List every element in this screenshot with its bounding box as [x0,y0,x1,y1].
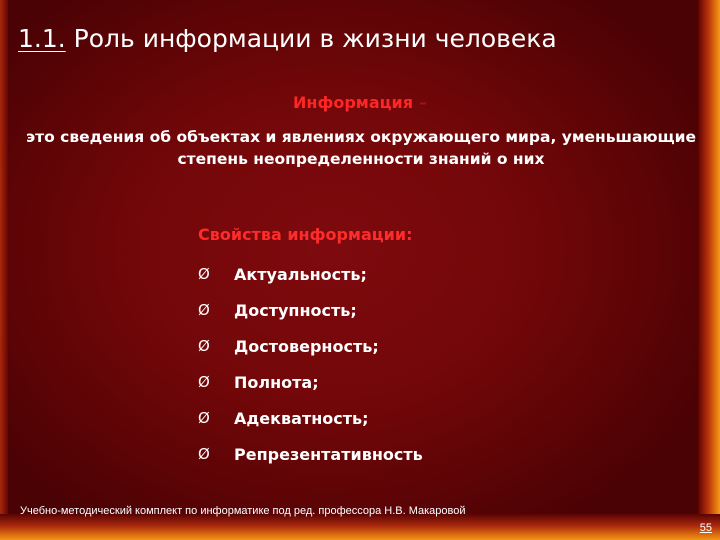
definition-text: это сведения об объектах и явлениях окружающего мира, уменьшающие степень неопределенности знаний о них [25,128,697,168]
left-decor-bar [0,0,8,540]
footer-credit: Учебно-методический комплект по информатике под ред. профессора Н.В. Макаровой [20,505,466,517]
list-item [198,256,423,292]
property-label: Полнота; [234,372,319,392]
title-text: Роль информации в жизни человека [73,24,557,53]
arrow-bullet-icon: Ø [198,337,210,355]
property-label: Доступность; [234,300,357,320]
arrow-bullet-icon: Ø [198,265,210,283]
property-label: Актуальность; [234,264,367,284]
arrow-bullet-icon: Ø [198,373,210,391]
list-item [198,364,423,400]
slide-title [18,24,557,53]
definition-dash: – [418,93,427,112]
definition-term-line [0,93,720,112]
arrow-bullet-icon: Ø [198,409,210,427]
page-number[interactable]: 55 [699,522,712,534]
list-item [198,400,423,436]
list-item [198,436,423,472]
bottom-decor-bar [0,514,720,540]
properties-heading: Свойства информации: [198,225,413,244]
property-label: Адекватность; [234,408,369,428]
arrow-bullet-icon: Ø [198,301,210,319]
title-number: 1.1. [18,24,66,53]
properties-list [198,256,423,472]
definition-term: Информация [293,93,413,112]
property-label: Достоверность; [234,336,379,356]
list-item [198,292,423,328]
property-label: Репрезентативность [234,444,423,464]
arrow-bullet-icon: Ø [198,445,210,463]
list-item [198,328,423,364]
right-decor-bar [698,0,720,540]
